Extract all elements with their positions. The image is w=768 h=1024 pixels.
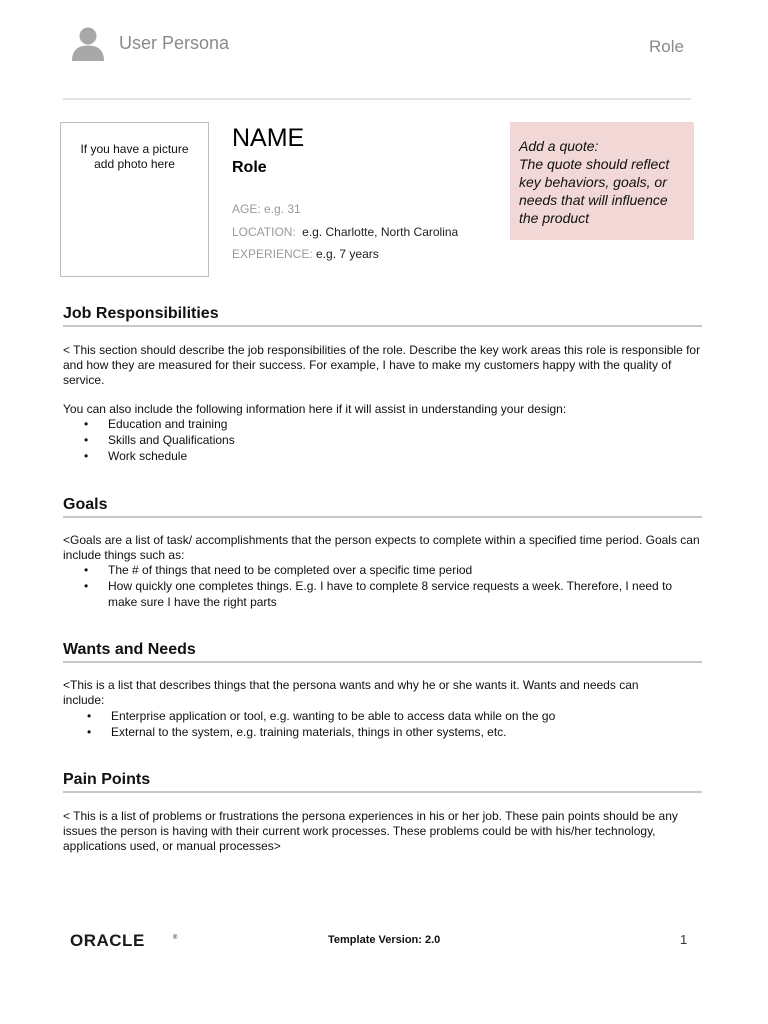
page-number: 1 [680,932,688,947]
section-divider [63,325,702,327]
section-title-job-responsibilities: Job Responsibilities [63,305,219,322]
svg-text:®: ® [173,935,178,941]
list-item: • Enterprise application or tool, e.g. wanting to be able to access data while on the go [87,708,555,724]
template-version: Template Version: 2.0 [328,934,441,946]
header-divider [63,98,691,100]
section-divider [63,791,702,793]
wants-bullet-list [87,708,555,740]
list-item: • Work schedule [84,448,235,464]
list-item: • Skills and Qualifications [84,432,235,448]
job-extra-info-text: You can also include the following information here if it will assist in understanding your design: [63,402,567,416]
document-title: User Persona [119,33,230,53]
goals-text: <Goals are a list of task/ accomplishments that the person expects to complete within a specified time period. Goals can include things such as: [63,533,700,562]
section-title-wants-and-needs: Wants and Needs [63,641,196,658]
photo-hint-line: add photo here [94,157,175,171]
section-title-goals: Goals [63,496,108,513]
age-value: e.g. 31 [264,202,301,216]
quote-heading: Add a quote: [519,138,599,154]
section-divider [63,661,702,663]
list-item: • How quickly one completes things. E.g. I have to complete 8 service requests a week. Therefore, I need to make sure I have the right parts [84,578,704,610]
experience-label: EXPERIENCE: [232,247,313,261]
persona-name: NAME [232,124,305,152]
pain-points-text: < This is a list of problems or frustrations the persona experiences in his or her job. These pain points should be any issues the person is having with their current work processes. These problems could be with his/her technology, applications used, or manual processes> [63,809,678,853]
experience-line [232,247,379,261]
job-bullet-list [84,416,235,464]
quote-box [510,122,694,240]
list-item: • The # of things that need to be completed over a specific time period [84,562,704,578]
section-title-pain-points: Pain Points [63,771,151,788]
oracle-logo-text: ORACLE [70,931,145,950]
quote-text: The quote should reflect key behaviors, goals, or needs that will influence the product [519,156,670,226]
goals-bullet-list [84,562,704,610]
list-item: • External to the system, e.g. training materials, things in other systems, etc. [87,724,555,740]
location-value: e.g. Charlotte, North Carolina [302,225,459,239]
section-divider [63,516,702,518]
age-label: AGE: [232,202,261,216]
photo-placeholder [60,122,209,277]
experience-value: e.g. 7 years [316,247,379,261]
photo-hint-line: If you have a picture [80,142,189,156]
list-item: • Education and training [84,416,235,432]
age-line [232,202,301,216]
user-avatar-icon [71,26,105,62]
oracle-logo [70,930,180,955]
persona-role: Role [232,159,267,176]
location-label: LOCATION: [232,225,296,239]
wants-needs-text: <This is a list that describes things that the persona wants and why he or she wants it. Wants and needs can include: [63,678,639,707]
header-role: Role [649,37,684,56]
location-line [232,225,458,239]
job-responsibilities-text: < This section should describe the job responsibilities of the role. Describe the key work areas this role is responsible for and how they are measured for their success. For example, I have to make my customers happy with the quality of service. [63,343,701,387]
